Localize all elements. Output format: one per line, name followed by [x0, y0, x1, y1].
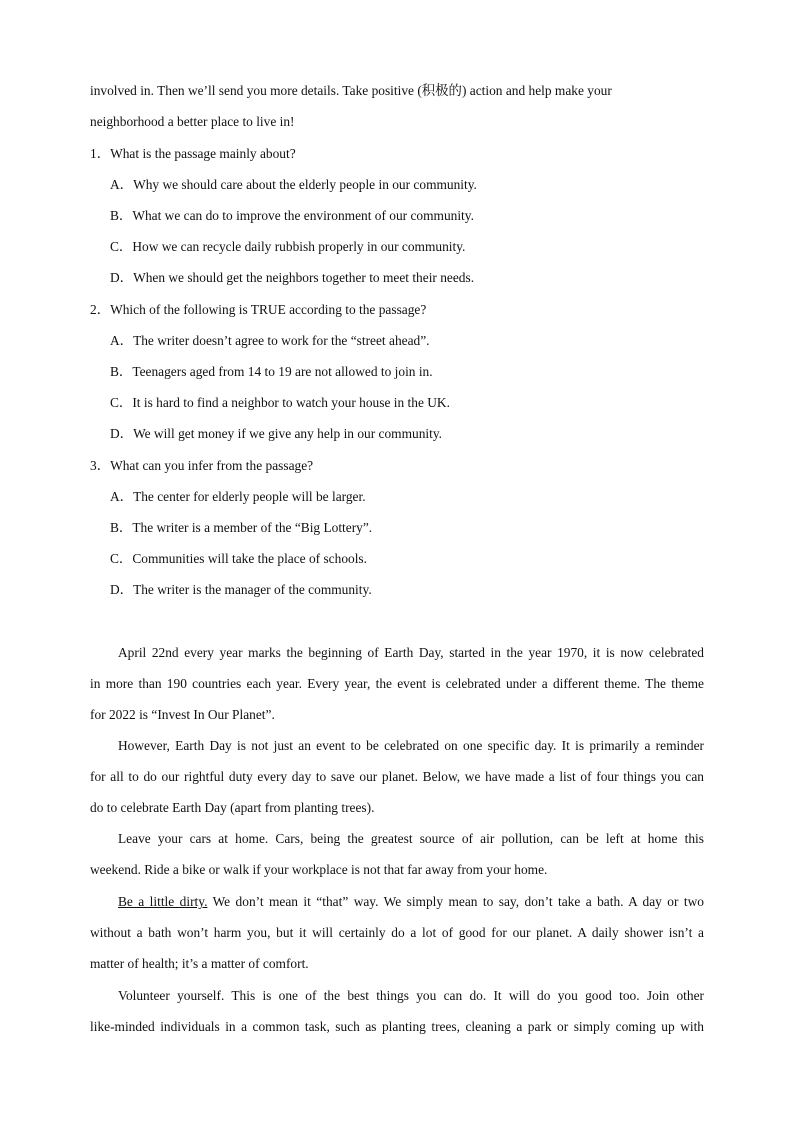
option-label: A． — [110, 177, 134, 192]
option-label: B． — [110, 520, 133, 535]
option-text: Why we should care about the elderly people in our community. — [133, 177, 477, 192]
passage-p2-line-3: do to celebrate Earth Day (apart from planting trees). — [90, 800, 375, 815]
option-text: The writer is a member of the “Big Lottery”. — [132, 520, 373, 535]
q2-option-c[interactable] — [110, 394, 450, 412]
question-number: 3． — [90, 458, 111, 473]
passage-p2-line-1: However, Earth Day is not just an event to be celebrated on one specific day. It is primarily a reminder — [118, 738, 704, 753]
question-2 — [90, 301, 426, 319]
option-label: B． — [110, 364, 133, 379]
q2-option-b[interactable] — [110, 363, 433, 381]
option-label: B． — [110, 208, 133, 223]
q2-option-a[interactable] — [110, 332, 430, 350]
option-label: D． — [110, 426, 134, 441]
option-text: Communities will take the place of schools. — [132, 551, 367, 566]
option-label: C． — [110, 395, 133, 410]
passage-p1-line-1: April 22nd every year marks the beginning of Earth Day, started in the year 1970, it is now celebrated — [118, 645, 704, 660]
option-label: D． — [110, 270, 134, 285]
q3-option-c[interactable] — [110, 550, 367, 568]
option-label: A． — [110, 489, 134, 504]
q1-option-d[interactable] — [110, 269, 474, 287]
passage-p4-line-1 — [90, 893, 704, 911]
passage-p3-line-1: Leave your cars at home. Cars, being the greatest source of air pollution, can be left at home this — [118, 831, 704, 846]
p4-line-1-rest: We don’t mean it “that” way. We simply mean to say, don’t take a bath. A day or two — [207, 894, 704, 909]
option-text: The writer is the manager of the community. — [133, 582, 372, 597]
passage-p1-line-3: for 2022 is “Invest In Our Planet”. — [90, 707, 275, 722]
q3-option-b[interactable] — [110, 519, 372, 537]
passage-p4-line-3: matter of health; it’s a matter of comfort. — [90, 956, 309, 971]
option-label: C． — [110, 551, 133, 566]
q2-option-d[interactable] — [110, 425, 442, 443]
option-text: Teenagers aged from 14 to 19 are not allowed to join in. — [132, 364, 433, 379]
q3-option-d[interactable] — [110, 581, 372, 599]
q1-option-c[interactable] — [110, 238, 465, 256]
option-text: What we can do to improve the environment of our community. — [132, 208, 474, 223]
option-label: A． — [110, 333, 134, 348]
option-label: D． — [110, 582, 134, 597]
option-text: The writer doesn’t agree to work for the “street ahead”. — [133, 333, 430, 348]
passage-p3-line-2: weekend. Ride a bike or walk if your workplace is not that far away from your home. — [90, 862, 548, 877]
q1-option-a[interactable] — [110, 176, 477, 194]
passage-p4-line-2: without a bath won’t harm you, but it will certainly do a lot of good for our planet. A daily shower isn’t a — [90, 925, 704, 940]
intro-line-2: neighborhood a better place to live in! — [90, 114, 295, 129]
question-number: 2． — [90, 302, 111, 317]
question-text: What can you infer from the passage? — [110, 458, 314, 473]
option-label: C． — [110, 239, 133, 254]
intro-line-1: involved in. Then we’ll send you more details. Take positive (积极的) action and help make your — [90, 83, 612, 98]
question-number: 1． — [90, 146, 111, 161]
option-text: When we should get the neighbors together to meet their needs. — [133, 270, 475, 285]
option-text: The center for elderly people will be larger. — [133, 489, 366, 504]
question-1 — [90, 145, 296, 163]
passage-p2-line-2: for all to do our rightful duty every day to save our planet. Below, we have made a list of four things you can — [90, 769, 704, 784]
passage-p1-line-2: in more than 190 countries each year. Every year, the event is celebrated under a different theme. The theme — [90, 676, 704, 691]
q3-option-a[interactable] — [110, 488, 366, 506]
option-text: How we can recycle daily rubbish properly in our community. — [132, 239, 466, 254]
option-text: We will get money if we give any help in our community. — [133, 426, 443, 441]
q1-option-b[interactable] — [110, 207, 474, 225]
question-text: What is the passage mainly about? — [110, 146, 296, 161]
question-text: Which of the following is TRUE according to the passage? — [110, 302, 427, 317]
option-text: It is hard to find a neighbor to watch your house in the UK. — [132, 395, 450, 410]
passage-p5-line-2: like-minded individuals in a common task, such as planting trees, cleaning a park or simply coming up with — [90, 1019, 704, 1034]
question-3 — [90, 457, 313, 475]
passage-p5-line-1: Volunteer yourself. This is one of the best things you can do. It will do you good too. Join other — [118, 988, 704, 1003]
underlined-phrase: Be a little dirty. — [118, 894, 208, 909]
